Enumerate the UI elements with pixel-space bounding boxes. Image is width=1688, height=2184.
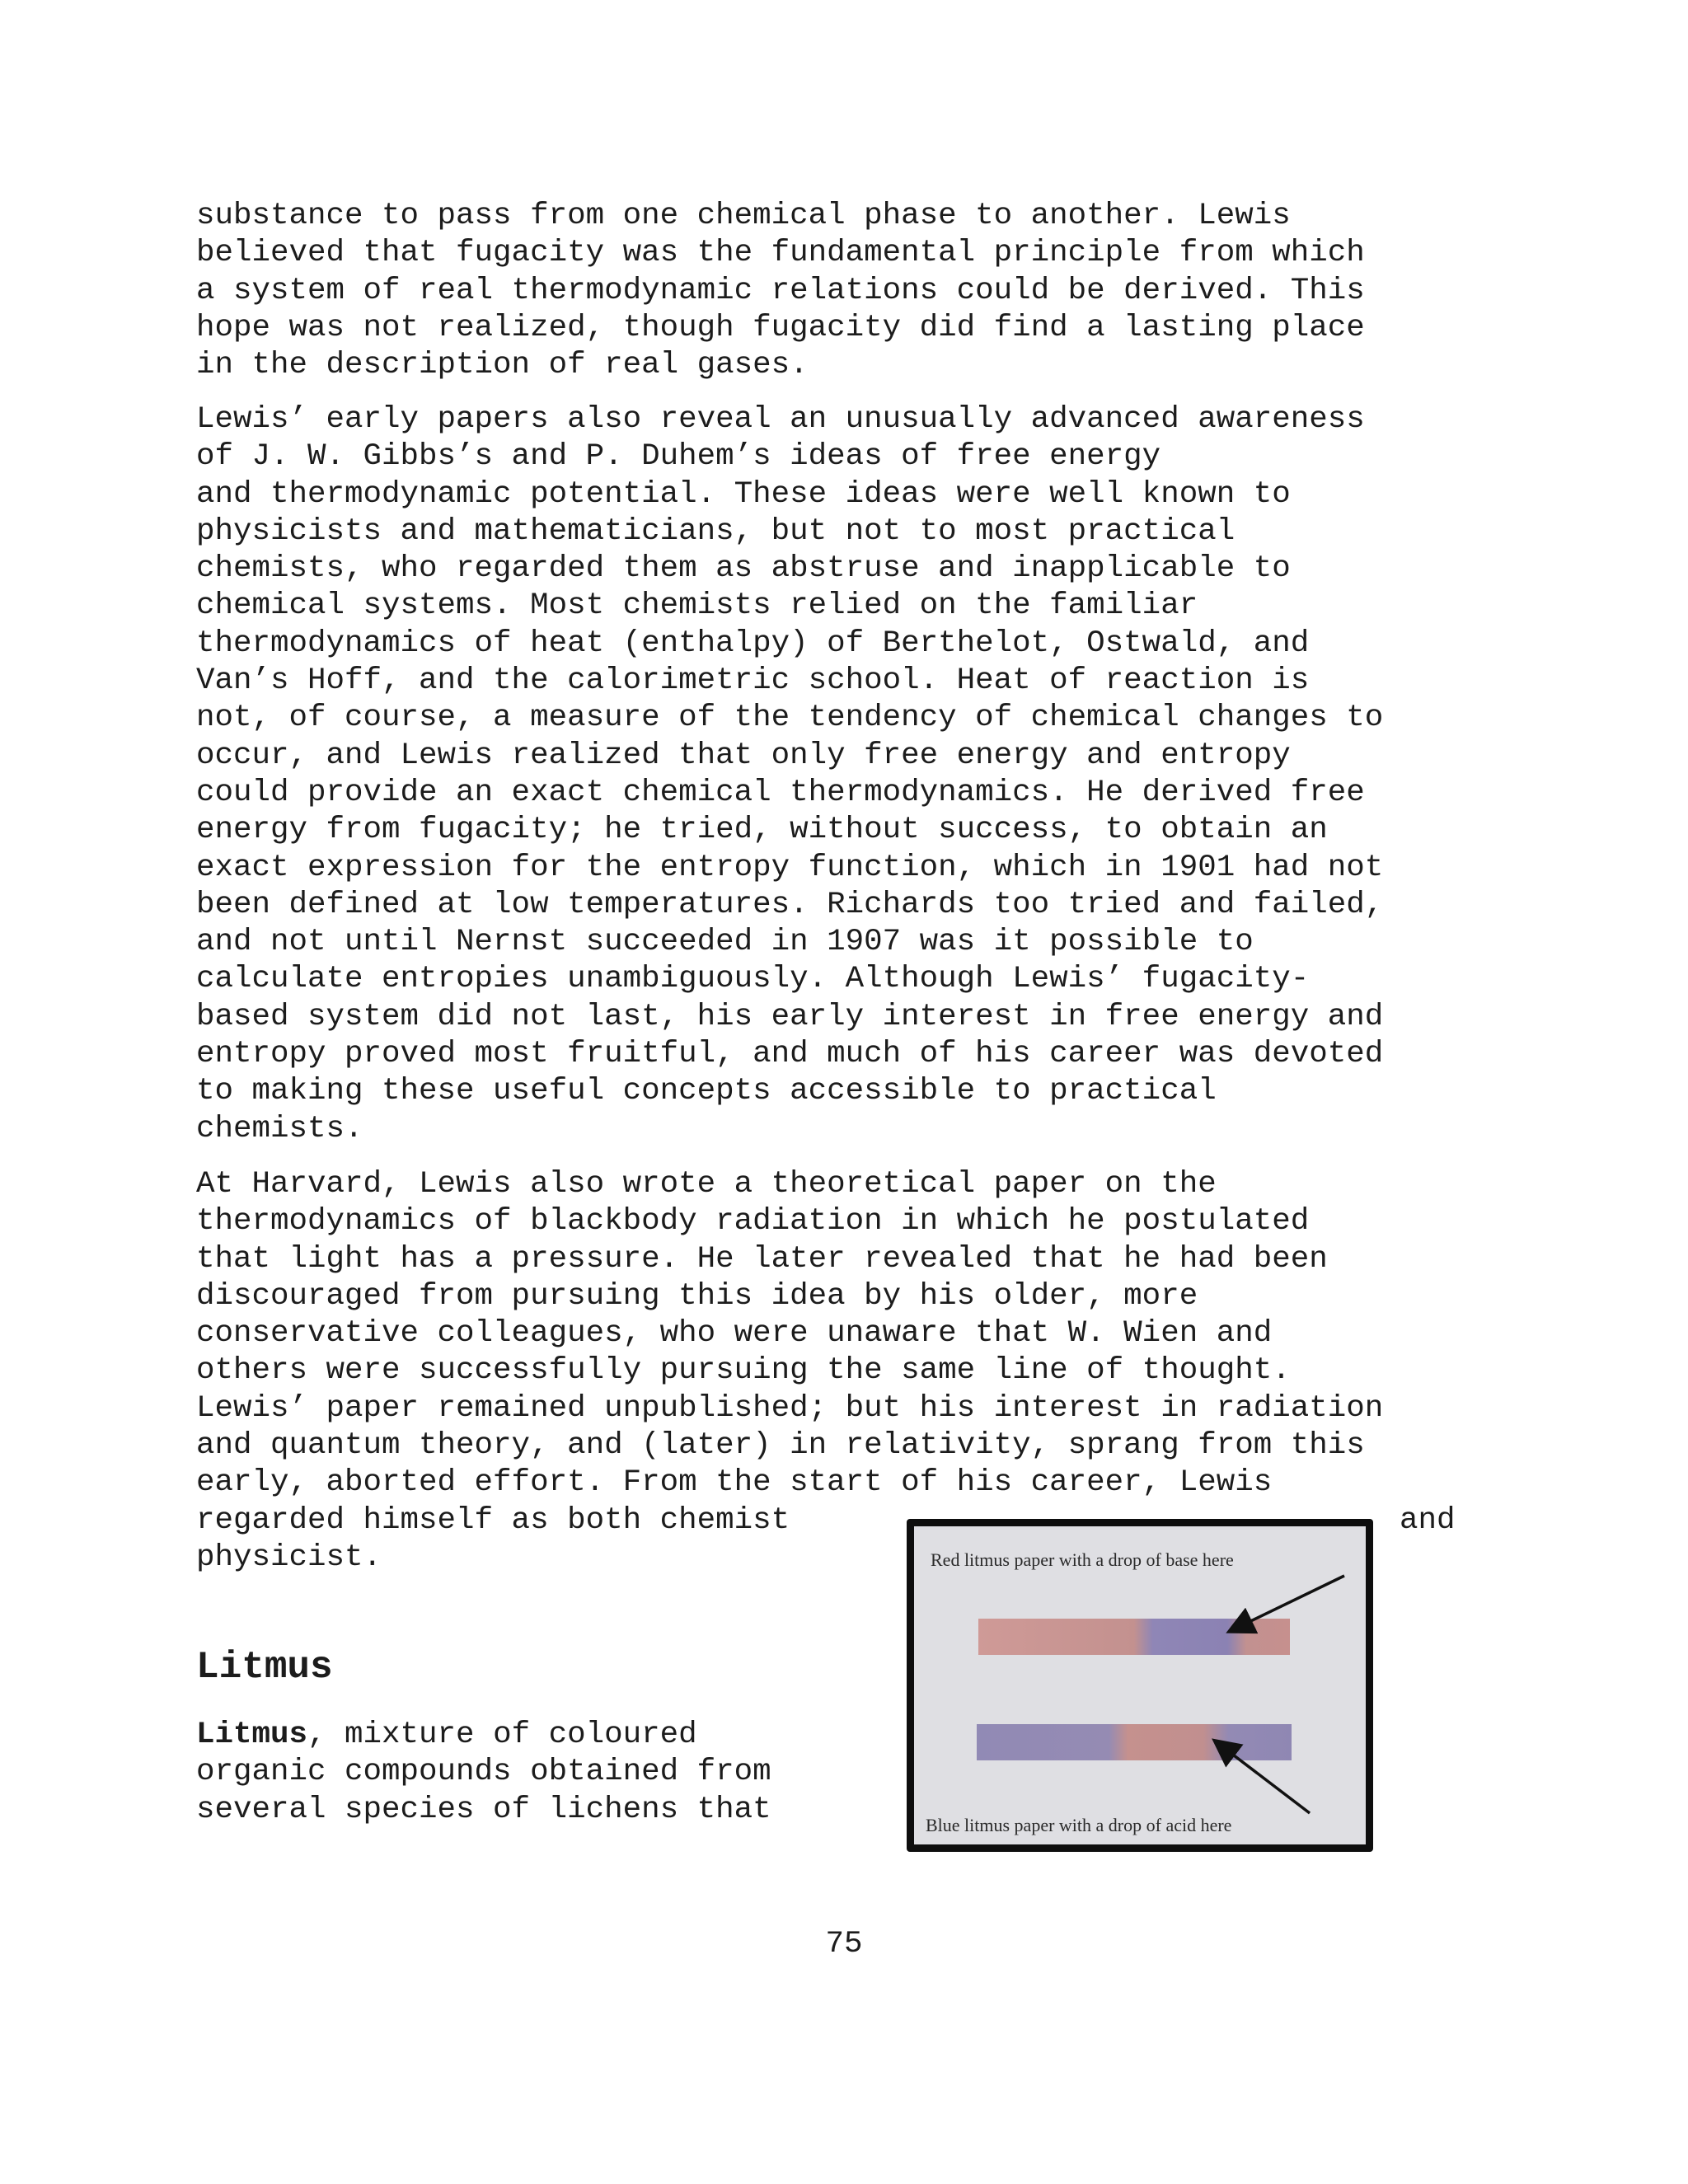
text-line: hope was not realized, though fugacity did find a lasting place	[196, 310, 1365, 345]
text-line: thermodynamics of blackbody radiation in which he postulated	[196, 1204, 1310, 1240]
paragraph-harvard-last-line: physicist.	[196, 1540, 382, 1575]
text-line: of J. W. Gibbs’s and P. Duhem’s ideas of free energy	[196, 439, 1161, 475]
text-line: Van’s Hoff, and the calorimetric school. Heat of reaction is	[196, 663, 1310, 699]
text-line: that light has a pressure. He later revealed that he had been	[196, 1241, 1328, 1277]
litmus-term: Litmus	[196, 1718, 308, 1752]
text-line: entropy proved most fruitful, and much of his career was devoted	[196, 1037, 1384, 1072]
litmus-line-1-rest: , mixture of coloured	[307, 1718, 697, 1752]
text-line: energy from fugacity; he tried, without success, to obtain an	[196, 813, 1328, 848]
blue-litmus-strip	[977, 1724, 1292, 1760]
text-line: others were successfully pursuing the same line of thought.	[196, 1353, 1291, 1389]
text-line: chemical systems. Most chemists relied on the familiar	[196, 588, 1198, 624]
litmus-paper-figure	[907, 1519, 1373, 1852]
text-line: could provide an exact chemical thermodynamics. He derived free	[196, 775, 1365, 810]
section-heading-litmus: Litmus	[196, 1646, 333, 1689]
text-line: Lewis’ paper remained unpublished; but his interest in radiation	[196, 1390, 1384, 1426]
text-line: chemists.	[196, 1111, 363, 1146]
page-number: 75	[825, 1927, 863, 1961]
caption-top: Red litmus paper with a drop of base here	[931, 1549, 1234, 1570]
text-line: physicists and mathematicians, but not to most practical	[196, 513, 1236, 549]
litmus-line-2: organic compounds obtained from	[196, 1755, 771, 1790]
caption-bottom: Blue litmus paper with a drop of acid here	[926, 1815, 1232, 1835]
paragraph-harvard-wrap-right: and	[1400, 1503, 1456, 1538]
text-line: At Harvard, Lewis also wrote a theoretical paper on the	[196, 1167, 1217, 1202]
paragraph-harvard-wrap-left: regarded himself as both chemist	[196, 1503, 790, 1538]
text-line: to making these useful concepts accessible to practical	[196, 1074, 1217, 1109]
text-line: occur, and Lewis realized that only free energy and entropy	[196, 738, 1291, 773]
text-line: a system of real thermodynamic relations could be derived. This	[196, 273, 1365, 308]
text-line: chemists, who regarded them as abstruse and inapplicable to	[196, 551, 1291, 587]
litmus-line-3: several species of lichens that	[196, 1792, 771, 1827]
text-line: and not until Nernst succeeded in 1907 was it possible to	[196, 925, 1254, 960]
text-line: calculate entropies unambiguously. Although Lewis’ fugacity-	[196, 962, 1310, 997]
paragraph-litmus	[196, 1717, 771, 1829]
text-line: believed that fugacity was the fundamental principle from which	[196, 236, 1365, 271]
text-line: based system did not last, his early interest in free energy and	[196, 999, 1384, 1034]
text-line: thermodynamics of heat (enthalpy) of Berthelot, Ostwald, and	[196, 626, 1310, 661]
text-line: discouraged from pursuing this idea by his older, more	[196, 1278, 1198, 1314]
text-line: Lewis’ early papers also reveal an unusually advanced awareness	[196, 402, 1365, 437]
text-line: and quantum theory, and (later) in relativity, sprang from this	[196, 1428, 1365, 1464]
paragraph-fugacity	[196, 198, 1470, 384]
text-line: exact expression for the entropy function, which in 1901 had not	[196, 850, 1384, 885]
text-line: in the description of real gases.	[196, 348, 809, 383]
text-line: substance to pass from one chemical phase to another. Lewis	[196, 199, 1291, 233]
text-line: not, of course, a measure of the tendency of chemical changes to	[196, 701, 1384, 736]
text-line: early, aborted effort. From the start of his career, Lewis	[196, 1465, 1273, 1501]
paragraph-thermodynamics	[196, 401, 1470, 1148]
text-line: and thermodynamic potential. These ideas were well known to	[196, 476, 1291, 512]
arrow-top	[1239, 1576, 1344, 1627]
paragraph-harvard	[196, 1166, 1470, 1502]
litmus-figure-graphic	[914, 1526, 1366, 1844]
litmus-line-1	[196, 1717, 771, 1754]
text-line: conservative colleagues, who were unaware that W. Wien and	[196, 1316, 1273, 1352]
text-line: been defined at low temperatures. Richards too tried and failed,	[196, 887, 1384, 922]
